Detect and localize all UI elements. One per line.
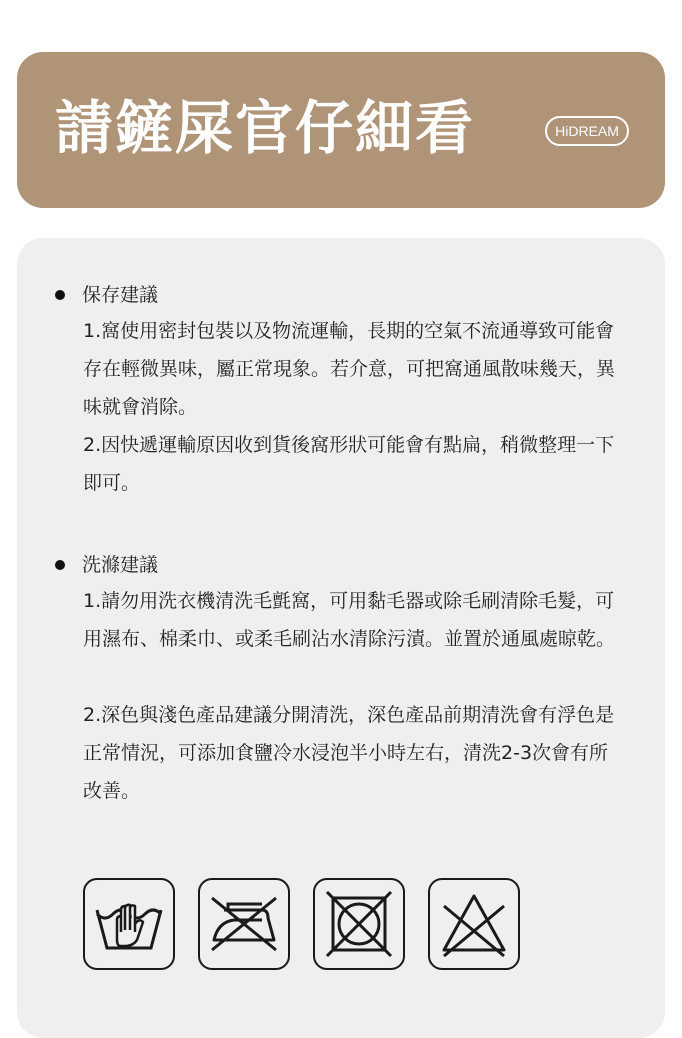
page-title: 請鏟屎官仔細看 xyxy=(55,94,476,162)
bullet-icon xyxy=(55,290,65,300)
section-title: 洗滌建議 xyxy=(82,554,159,576)
header-banner xyxy=(17,52,665,208)
no-tumble-dry-icon xyxy=(313,878,405,970)
no-ironing-icon xyxy=(198,878,290,970)
paragraph: 1.請勿用洗衣機清洗毛氈窩，可用黏毛器或除毛刷清除毛髮，可用濕布、棉柔巾、或柔毛刷沾水清除污漬。並置於通風處晾乾。 xyxy=(83,590,616,650)
paragraph: 2.因快遞運輸原因收到貨後窩形狀可能會有點扁，稍微整理一下即可。 xyxy=(83,434,615,494)
content-card xyxy=(17,238,665,1038)
paragraph: 1.窩使用密封包裝以及物流運輸，長期的空氣不流通導致可能會存在輕微異味，屬正常現象。若介意，可把窩通風散味幾天，異味就會消除。 xyxy=(83,320,616,418)
hand-wash-icon xyxy=(83,878,175,970)
bullet-icon xyxy=(55,560,65,570)
no-bleach-icon xyxy=(428,878,520,970)
section-title: 保存建議 xyxy=(82,284,159,306)
brand-logo: HiDREAM xyxy=(545,116,629,146)
paragraph: 2.深色與淺色產品建議分開清洗，深色產品前期清洗會有浮色是正常情況，可添加食鹽冷水浸泡半小時左右，清洗2-3次會有所改善。 xyxy=(83,704,615,802)
